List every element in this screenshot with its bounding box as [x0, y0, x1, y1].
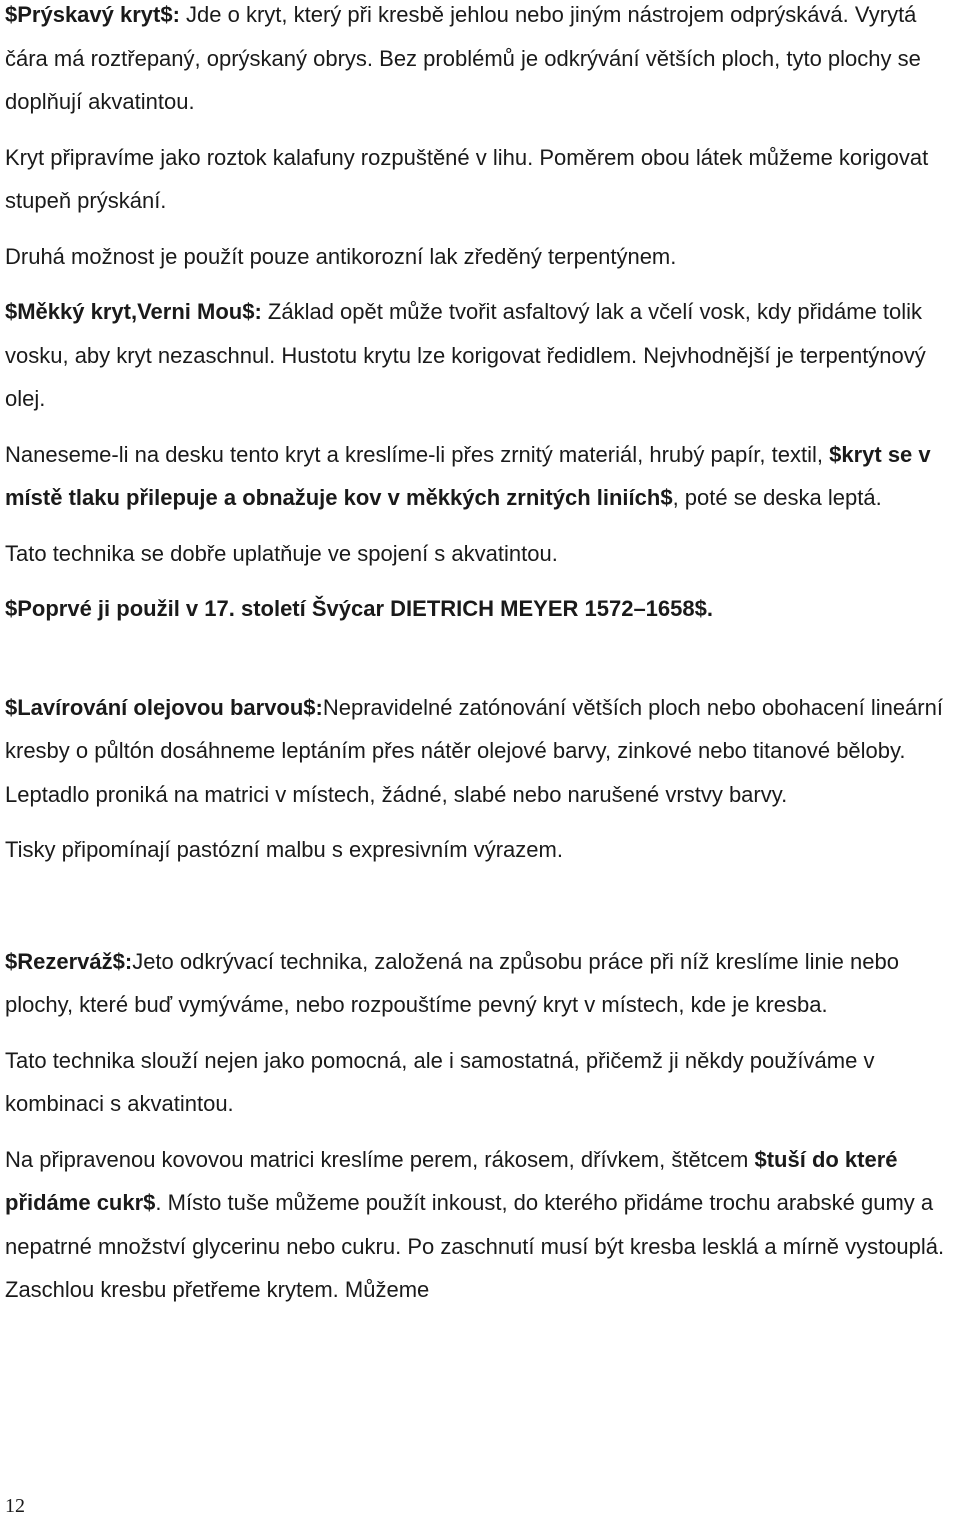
paragraph-rezervaz — [5, 940, 960, 1027]
paragraph-text: . Místo tuše můžeme použít inkoust, do kterého přidáme trochu arabské gumy a nepatrné množství glycerinu nebo cukru. Po zaschnutí musí být kresba lesklá a mírně vystouplá. Zaschlou kresbu přetřeme krytem. Můžeme — [5, 1190, 945, 1302]
paragraph-text: Nepravidelné zatónování větších ploch nebo obohacení lineární kresby o půltón dosáhneme leptáním přes nátěr olejové barvy, zinkové nebo titanové běloby. Leptadlo proniká na matrici v místech, žádné, slabé nebo narušené vrstvy barvy. — [5, 694, 943, 807]
document-page — [5, 0, 960, 1312]
paragraph-text: Na připravenou kovovou matrici kreslíme perem, rákosem, dřívkem, štětcem — [5, 1146, 755, 1172]
paragraph-text: Jeto odkrývací technika, založená na způsobu práce při níž kreslíme linie nebo plochy, které buď vymýváme, nebo rozpouštíme pevný kryt v místech, kde je kresba. — [5, 948, 899, 1017]
paragraph-text: Tato technika se dobře uplatňuje ve spojení s akvatintou. — [5, 540, 558, 566]
emphasis-text: $kryt se v místě tlaku přilepuje a obnažuje kov v měkkých zrnitých liniích$ — [5, 441, 931, 510]
paragraph-matrice — [5, 1138, 960, 1312]
paragraph-druha-moznost — [5, 235, 960, 279]
paragraph-meyer — [5, 587, 960, 631]
emphasis-text: $tuší do které přidáme cukr$ — [5, 1146, 898, 1215]
paragraph-akvatinta — [5, 532, 960, 576]
paragraph-text: Kryt připravíme jako roztok kalafuny rozpuštěné v lihu. Poměrem obou látek můžeme korigovat stupeň prýskání. — [5, 144, 929, 213]
paragraph-text: Druhá možnost je použít pouze antikorozní lak zředěný terpentýnem. — [5, 243, 677, 269]
paragraph-tisky — [5, 828, 960, 872]
paragraph-text: Tisky připomínají pastózní malbu s expresivním výrazem. — [5, 837, 563, 862]
term-lavirovani: $Lavírování olejovou barvou$: — [5, 694, 323, 720]
paragraph-text: Naneseme-li na desku tento kryt a kreslíme-li přes zrnitý materiál, hrubý papír, textil, — [5, 441, 830, 467]
paragraph-naneseme — [5, 433, 960, 520]
paragraph-text: Jde o kryt, který při kresbě jehlou nebo jiným nástrojem odprýskává. Vyrytá čára má roztřepaný, oprýskaný obrys. Bez problémů je odkrývání větších ploch, tyto plochy se doplňují akvatintou. — [5, 2, 921, 114]
page-number: 12 — [5, 1495, 25, 1517]
paragraph-text: , poté se deska leptá. — [672, 485, 882, 510]
paragraph-text: Tato technika slouží nejen jako pomocná, ale i samostatná, přičemž ji někdy používáme v kombinaci s akvatintou. — [5, 1047, 875, 1116]
paragraph-mekky-kryt — [5, 290, 960, 421]
paragraph-technika-slouzi — [5, 1039, 960, 1126]
paragraph-lavirovani — [5, 686, 960, 817]
term-mekky-kryt: $Měkký kryt,Verni Mou$: — [5, 299, 262, 324]
paragraph-pryskavy-kryt — [5, 0, 960, 124]
emphasis-text: $Poprvé ji použil v 17. století Švýcar DIETRICH MEYER 1572–1658$. — [5, 596, 713, 621]
paragraph-kryt-priprava — [5, 136, 960, 223]
term-rezervaz: $Rezerváž$: — [5, 948, 133, 974]
term-pryskavy-kryt: $Prýskavý kryt$: — [5, 2, 180, 27]
paragraph-text: Základ opět může tvořit asfaltový lak a včelí vosk, kdy přidáme tolik vosku, aby kryt nezaschnul. Hustotu krytu lze korigovat ředidlem. Nejvhodnější je terpentýnový olej. — [5, 299, 926, 411]
